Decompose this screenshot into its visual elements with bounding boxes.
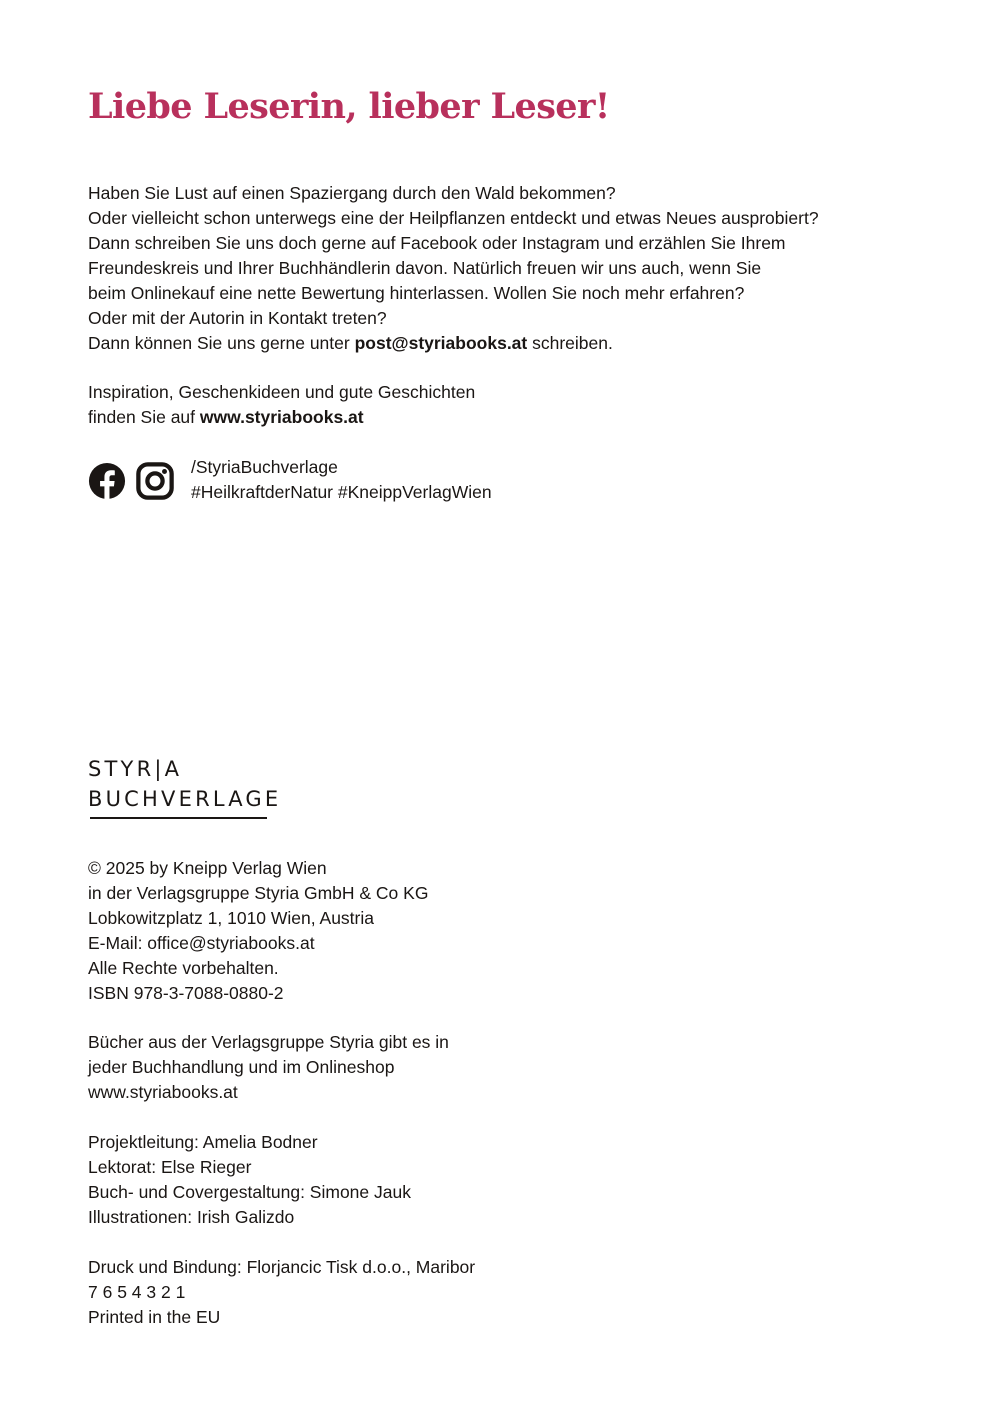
page-title: Liebe Leserin, lieber Leser! — [88, 86, 610, 127]
intro-line: Oder vielleicht schon unterwegs eine der Heilpflanzen entdeckt und etwas Neues ausprobiert? — [88, 208, 819, 228]
intro-paragraph — [88, 181, 819, 356]
imprint — [88, 856, 428, 1006]
publisher-logo — [88, 754, 282, 814]
intro-line: Dann schreiben Sie uns doch gerne auf Facebook oder Instagram und erzählen Sie Ihrem — [88, 233, 786, 253]
credit-line: Buch- und Covergestaltung: Simone Jauk — [88, 1182, 411, 1202]
imprint-email[interactable]: E-Mail: office@styriabooks.at — [88, 933, 315, 953]
credit-line: Projektleitung: Amelia Bodner — [88, 1132, 318, 1152]
logo-line: STYR|A — [88, 757, 183, 781]
intro-line: Oder mit der Autorin in Kontakt treten? — [88, 308, 387, 328]
distribution-line: jeder Buchhandlung und im Onlineshop — [88, 1057, 395, 1077]
contact-suffix: schreiben. — [527, 333, 613, 353]
inspiration-line: Inspiration, Geschenkideen und gute Geschichten — [88, 382, 476, 402]
print-run: 7 6 5 4 3 2 1 — [88, 1282, 186, 1302]
print-line: Druck und Bindung: Florjancic Tisk d.o.o., Maribor — [88, 1257, 476, 1277]
social-handle[interactable]: /StyriaBuchverlage — [191, 457, 338, 477]
contact-line — [88, 331, 819, 356]
distribution-line: Bücher aus der Verlagsgruppe Styria gibt es in — [88, 1032, 449, 1052]
credit-line: Lektorat: Else Rieger — [88, 1157, 252, 1177]
facebook-icon[interactable] — [88, 462, 126, 500]
contact-email-link[interactable]: post@styriabooks.at — [354, 333, 528, 353]
logo-underline — [90, 817, 267, 819]
instagram-icon[interactable] — [136, 462, 174, 500]
isbn: ISBN 978-3-7088-0880-2 — [88, 983, 284, 1003]
logo-line: BUCHVERLAGE — [88, 787, 282, 811]
contact-prefix: Dann können Sie uns gerne unter — [88, 333, 355, 353]
credit-line: Illustrationen: Irish Galizdo — [88, 1207, 295, 1227]
print-line: Printed in the EU — [88, 1307, 221, 1327]
intro-line: Freundeskreis und Ihrer Buchhändlerin davon. Natürlich freuen wir uns auch, wenn Sie — [88, 258, 762, 278]
credits — [88, 1130, 411, 1230]
distribution-note — [88, 1030, 449, 1105]
print-info — [88, 1255, 475, 1330]
intro-line: Haben Sie Lust auf einen Spaziergang durch den Wald bekommen? — [88, 183, 616, 203]
intro-line: beim Onlinekauf eine nette Bewertung hinterlassen. Wollen Sie noch mehr erfahren? — [88, 283, 745, 303]
imprint-line: in der Verlagsgruppe Styria GmbH & Co KG — [88, 883, 429, 903]
inspiration-prefix: finden Sie auf — [88, 407, 200, 427]
social-text — [191, 455, 492, 505]
inspiration-paragraph — [88, 380, 475, 430]
shop-link[interactable]: www.styriabooks.at — [88, 1082, 238, 1102]
social-hashtags: #HeilkraftderNatur #KneippVerlagWien — [191, 482, 492, 502]
imprint-line: Lobkowitzplatz 1, 1010 Wien, Austria — [88, 908, 374, 928]
imprint-line: Alle Rechte vorbehalten. — [88, 958, 279, 978]
imprint-line: © 2025 by Kneipp Verlag Wien — [88, 858, 327, 878]
website-link[interactable]: www.styriabooks.at — [199, 407, 364, 427]
inspiration-line — [88, 405, 475, 430]
